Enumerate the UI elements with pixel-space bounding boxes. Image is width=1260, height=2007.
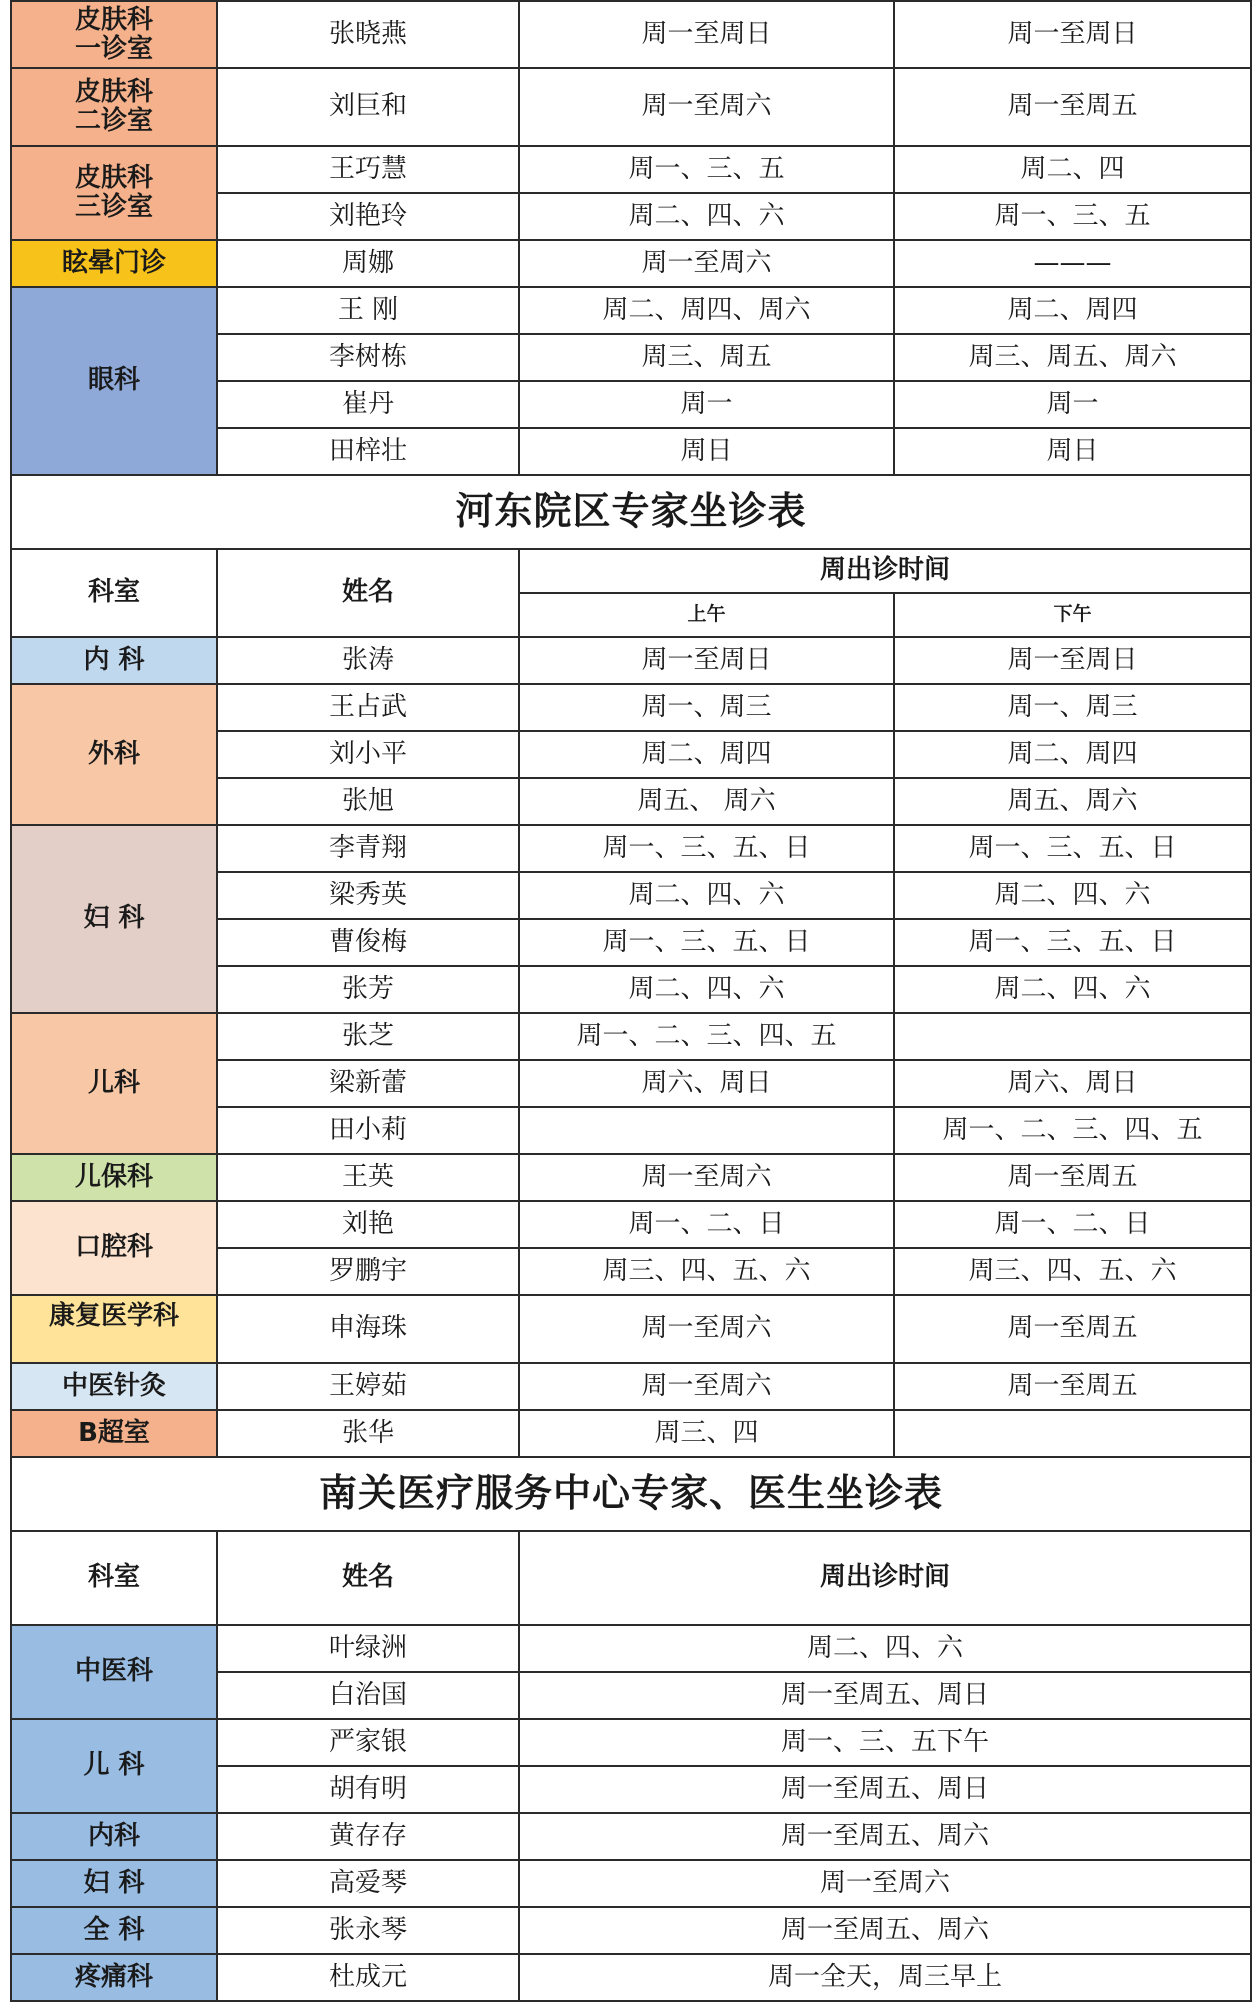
am-schedule: 周一、周三 (519, 684, 894, 731)
am-schedule: 周三、四、五、六 (519, 1248, 894, 1295)
doctor-name: 李树栋 (217, 334, 519, 381)
pm-schedule: 周三、周五、周六 (894, 334, 1251, 381)
dept-cell: 口腔科 (11, 1201, 217, 1295)
pm-schedule: 周二、四、六 (894, 872, 1251, 919)
am-schedule: 周一至周日 (519, 1, 894, 68)
schedule-table (10, 0, 1252, 2002)
pm-schedule: 周日 (894, 428, 1251, 475)
table-row (11, 637, 1251, 684)
doctor-name: 黄存存 (217, 1813, 519, 1860)
am-schedule: 周一至周日 (519, 637, 894, 684)
dept-cell: 中医针灸 (11, 1363, 217, 1410)
weekly-schedule: 周一至周五、周日 (519, 1766, 1251, 1813)
dept-cell: 外科 (11, 684, 217, 825)
pm-schedule: 周六、周日 (894, 1060, 1251, 1107)
dept-cell: 儿科 (11, 1013, 217, 1154)
dept-cell: 康复医学科 (11, 1295, 217, 1363)
table-row (11, 1295, 1251, 1363)
weekly-schedule: 周一、三、五下午 (519, 1719, 1251, 1766)
pm-schedule: 周一至周五 (894, 1154, 1251, 1201)
am-schedule: 周一至周六 (519, 1363, 894, 1410)
header-row (11, 1531, 1251, 1625)
am-schedule: 周三、周五 (519, 334, 894, 381)
doctor-name: 田梓壮 (217, 428, 519, 475)
nanguan-title: 南关医疗服务中心专家、医生坐诊表 (11, 1457, 1251, 1531)
pm-schedule (894, 1410, 1251, 1457)
doctor-name: 曹俊梅 (217, 919, 519, 966)
weekly-schedule: 周二、四、六 (519, 1625, 1251, 1672)
header-am: 上午 (519, 593, 894, 637)
header-time: 周出诊时间 (519, 1531, 1251, 1625)
weekly-schedule: 周一至周五、周六 (519, 1813, 1251, 1860)
weekly-schedule: 周一至周五、周日 (519, 1672, 1251, 1719)
doctor-name: 张旭 (217, 778, 519, 825)
am-schedule: 周一至周六 (519, 240, 894, 287)
doctor-name: 李青翔 (217, 825, 519, 872)
dept-cell: 内 科 (11, 637, 217, 684)
doctor-name: 严家银 (217, 1719, 519, 1766)
dept-cell: 眼科 (11, 287, 217, 475)
dept-cell: 儿 科 (11, 1719, 217, 1813)
pm-schedule: 周一至周五 (894, 1295, 1251, 1363)
table-row (11, 684, 1251, 731)
weekly-schedule: 周一全天，周三早上 (519, 1954, 1251, 2001)
table-row (11, 1625, 1251, 1672)
table-row (11, 1013, 1251, 1060)
table-row (11, 1363, 1251, 1410)
header-pm: 下午 (894, 593, 1251, 637)
am-schedule: 周三、四 (519, 1410, 894, 1457)
am-schedule: 周一至周六 (519, 1154, 894, 1201)
table-row (11, 240, 1251, 287)
doctor-name: 王巧慧 (217, 146, 519, 193)
dept-cell: 儿保科 (11, 1154, 217, 1201)
pm-schedule: 周一至周五 (894, 1363, 1251, 1410)
pm-schedule: 周五、周六 (894, 778, 1251, 825)
table-row (11, 1201, 1251, 1248)
header-row (11, 549, 1251, 593)
table-row (11, 1719, 1251, 1766)
dept-cell: B超室 (11, 1410, 217, 1457)
section-title-row (11, 1457, 1251, 1531)
doctor-name: 张晓燕 (217, 1, 519, 68)
table-row (11, 1154, 1251, 1201)
doctor-name: 叶绿洲 (217, 1625, 519, 1672)
am-schedule: 周一、三、五、日 (519, 825, 894, 872)
doctor-name: 白治国 (217, 1672, 519, 1719)
dept-cell: 内科 (11, 1813, 217, 1860)
am-schedule: 周二、四、六 (519, 872, 894, 919)
pm-schedule: 周一至周日 (894, 1, 1251, 68)
table-row (11, 825, 1251, 872)
pm-schedule: 周一、三、五 (894, 193, 1251, 240)
am-schedule: 周五、 周六 (519, 778, 894, 825)
dept-cell: 眩晕门诊 (11, 240, 217, 287)
pm-schedule: 周一 (894, 381, 1251, 428)
pm-schedule: 周二、四 (894, 146, 1251, 193)
pm-schedule: 周二、周四 (894, 731, 1251, 778)
dept-cell: 疼痛科 (11, 1954, 217, 2001)
doctor-name: 王英 (217, 1154, 519, 1201)
am-schedule: 周一、三、五、日 (519, 919, 894, 966)
am-schedule: 周二、四、六 (519, 966, 894, 1013)
doctor-name: 田小莉 (217, 1107, 519, 1154)
am-schedule: 周六、周日 (519, 1060, 894, 1107)
weekly-schedule: 周一至周六 (519, 1860, 1251, 1907)
table-row (11, 1907, 1251, 1954)
doctor-name: 张芝 (217, 1013, 519, 1060)
pm-schedule: 周一至周五 (894, 68, 1251, 146)
header-dept: 科室 (11, 1531, 217, 1625)
header-time: 周出诊时间 (519, 549, 1251, 593)
doctor-name: 崔丹 (217, 381, 519, 428)
am-schedule: 周二、周四 (519, 731, 894, 778)
header-name: 姓名 (217, 1531, 519, 1625)
dept-cell: 皮肤科 三诊室 (11, 146, 217, 240)
pm-schedule: 周一、三、五、日 (894, 825, 1251, 872)
section-title-row (11, 475, 1251, 549)
table-row (11, 1954, 1251, 2001)
am-schedule: 周日 (519, 428, 894, 475)
doctor-name: 王 刚 (217, 287, 519, 334)
pm-schedule: 周一至周日 (894, 637, 1251, 684)
pm-schedule: ——— (894, 240, 1251, 287)
doctor-name: 张芳 (217, 966, 519, 1013)
doctor-name: 刘艳玲 (217, 193, 519, 240)
pm-schedule: 周三、四、五、六 (894, 1248, 1251, 1295)
pm-schedule: 周二、周四 (894, 287, 1251, 334)
hedong-title: 河东院区专家坐诊表 (11, 475, 1251, 549)
doctor-name: 梁秀英 (217, 872, 519, 919)
doctor-name: 罗鹏宇 (217, 1248, 519, 1295)
pm-schedule (894, 1013, 1251, 1060)
dept-cell: 皮肤科 二诊室 (11, 68, 217, 146)
dept-cell: 全 科 (11, 1907, 217, 1954)
doctor-name: 高爱琴 (217, 1860, 519, 1907)
schedule-sheet (10, 0, 1250, 2002)
dept-cell: 中医科 (11, 1625, 217, 1719)
pm-schedule: 周一、三、五、日 (894, 919, 1251, 966)
pm-schedule: 周二、四、六 (894, 966, 1251, 1013)
table-row (11, 287, 1251, 334)
am-schedule: 周一至周六 (519, 1295, 894, 1363)
table-row (11, 146, 1251, 193)
table-row (11, 1860, 1251, 1907)
pm-schedule: 周一、周三 (894, 684, 1251, 731)
table-row (11, 1, 1251, 68)
doctor-name: 张永琴 (217, 1907, 519, 1954)
doctor-name: 刘小平 (217, 731, 519, 778)
doctor-name: 杜成元 (217, 1954, 519, 2001)
am-schedule: 周一、二、日 (519, 1201, 894, 1248)
dept-cell: 皮肤科 一诊室 (11, 1, 217, 68)
am-schedule: 周一、二、三、四、五 (519, 1013, 894, 1060)
am-schedule: 周一 (519, 381, 894, 428)
weekly-schedule: 周一至周五、周六 (519, 1907, 1251, 1954)
am-schedule: 周一至周六 (519, 68, 894, 146)
doctor-name: 申海珠 (217, 1295, 519, 1363)
pm-schedule: 周一、二、三、四、五 (894, 1107, 1251, 1154)
am-schedule: 周一、三、五 (519, 146, 894, 193)
dept-cell: 妇 科 (11, 1860, 217, 1907)
am-schedule: 周二、四、六 (519, 193, 894, 240)
table-row (11, 1813, 1251, 1860)
doctor-name: 王婷茹 (217, 1363, 519, 1410)
table-row (11, 68, 1251, 146)
doctor-name: 张华 (217, 1410, 519, 1457)
am-schedule: 周二、周四、周六 (519, 287, 894, 334)
doctor-name: 刘艳 (217, 1201, 519, 1248)
header-name: 姓名 (217, 549, 519, 637)
table-row (11, 1410, 1251, 1457)
doctor-name: 张涛 (217, 637, 519, 684)
pm-schedule: 周一、二、日 (894, 1201, 1251, 1248)
doctor-name: 周娜 (217, 240, 519, 287)
doctor-name: 刘巨和 (217, 68, 519, 146)
am-schedule (519, 1107, 894, 1154)
header-dept: 科室 (11, 549, 217, 637)
dept-cell: 妇 科 (11, 825, 217, 1013)
doctor-name: 梁新蕾 (217, 1060, 519, 1107)
doctor-name: 胡有明 (217, 1766, 519, 1813)
doctor-name: 王占武 (217, 684, 519, 731)
